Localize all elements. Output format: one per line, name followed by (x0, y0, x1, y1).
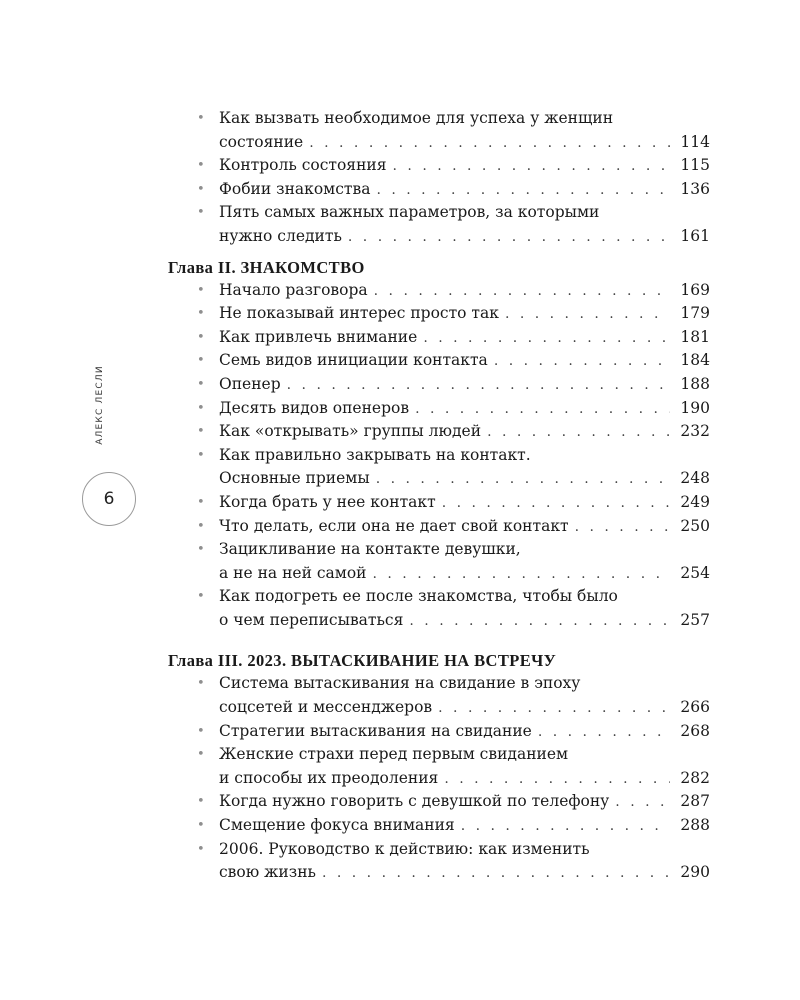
toc-page-number: 248 (680, 469, 710, 488)
bullet-icon: • (197, 205, 205, 221)
dot-leader (287, 374, 670, 398)
dot-leader (309, 132, 670, 156)
dot-leader (376, 179, 670, 203)
toc-entry[interactable] (168, 397, 710, 421)
dot-leader (415, 398, 670, 422)
toc-entry-title: соцсетей и мессенджеров (219, 698, 433, 717)
toc-entry-title: Смещение фокуса внимания (219, 816, 455, 835)
bullet-icon: • (197, 282, 205, 298)
toc-entry-title: состояние (219, 132, 304, 151)
bullet-icon: • (197, 353, 205, 369)
toc-entry[interactable] (168, 154, 710, 178)
toc-page-number: 136 (680, 179, 710, 198)
bullet-icon: • (197, 494, 205, 510)
bullet-icon: • (197, 676, 205, 692)
toc-page-number: 250 (680, 516, 710, 535)
toc-entry[interactable] (168, 373, 710, 397)
dot-leader (376, 468, 670, 492)
toc-section (168, 107, 710, 249)
bullet-icon: • (197, 376, 205, 392)
toc-entry-title: Фобии знакомства (219, 179, 371, 198)
dot-leader (409, 610, 670, 634)
toc-page-number: 169 (680, 280, 710, 299)
toc-entry-title: а не на ней самой (219, 563, 367, 582)
toc-entry-title: Не показывай интерес просто так (219, 304, 499, 323)
dot-leader (487, 421, 670, 445)
dot-leader (494, 350, 670, 374)
toc-entry[interactable] (168, 585, 710, 632)
toc-entry-line (219, 107, 710, 131)
dot-leader (538, 721, 670, 745)
toc-entry-title: Пять самых важных параметров, за которыми (219, 203, 600, 222)
bullet-icon: • (197, 400, 205, 416)
dot-leader (438, 697, 670, 721)
toc-entry-line (219, 838, 710, 862)
dot-leader (393, 155, 670, 179)
toc-entry-title: Опенер (219, 374, 281, 393)
toc-entry[interactable] (168, 720, 710, 744)
bullet-icon: • (197, 447, 205, 463)
toc-page-number: 161 (680, 226, 710, 245)
toc-entry-leader-line (219, 790, 710, 814)
toc-entry-title: Основные приемы (219, 469, 370, 488)
toc-entry-leader-line (219, 861, 710, 885)
toc-entry-title: Женские страхи перед первым свиданием (219, 745, 569, 764)
toc-entry[interactable] (168, 326, 710, 350)
toc-page-number: 184 (680, 351, 710, 370)
bullet-icon: • (197, 518, 205, 534)
toc-entry-leader-line (219, 515, 710, 539)
toc-entry-leader-line (219, 302, 710, 326)
toc-entry-title: Как вызвать необходимое для успеха у женщин (219, 109, 614, 127)
bullet-icon: • (197, 424, 205, 440)
bullet-icon: • (197, 747, 205, 763)
dot-leader (373, 563, 671, 587)
toc-entry[interactable] (168, 538, 710, 585)
bullet-icon: • (197, 306, 205, 322)
toc-section (168, 257, 710, 633)
toc-entry-title: 2006. Руководство к действию: как изменить (219, 839, 590, 858)
page-number-badge (82, 472, 136, 526)
bullet-icon: • (197, 818, 205, 834)
toc-entry-title: Начало разговора (219, 280, 368, 299)
toc-entry-title: и способы их преодоления (219, 768, 439, 787)
toc-entry[interactable] (168, 515, 710, 539)
toc-entry-title: Как подогреть ее после знакомства, чтобы было (219, 587, 618, 606)
toc-entry-leader-line (219, 420, 710, 444)
toc-entry-leader-line (219, 131, 710, 155)
toc-page-number: 282 (680, 768, 710, 787)
toc-entry[interactable] (168, 790, 710, 814)
dot-leader (615, 791, 670, 815)
toc-entry[interactable] (168, 743, 710, 790)
toc-entry-title: Десять видов опенеров (219, 398, 410, 417)
toc-page-number: 114 (680, 132, 710, 151)
toc-entry-title: свою жизнь (219, 863, 316, 882)
toc-entry-leader-line (219, 154, 710, 178)
dot-leader (575, 516, 670, 540)
toc-page-number: 266 (680, 698, 710, 717)
dot-leader (442, 492, 670, 516)
toc-entry-leader-line (219, 349, 710, 373)
dot-leader (444, 768, 670, 792)
toc-entry-title: Как «открывать» группы людей (219, 422, 482, 441)
toc-entry[interactable] (168, 178, 710, 202)
toc-page-number: 268 (680, 721, 710, 740)
bullet-icon: • (197, 111, 205, 126)
toc-page-number: 190 (680, 398, 710, 417)
table-of-contents (168, 107, 710, 885)
toc-entry-title: Зацикливание на контакте девушки, (219, 540, 521, 559)
toc-entry-title: Контроль состояния (219, 156, 387, 175)
toc-entry[interactable] (168, 491, 710, 515)
toc-page-number: 181 (680, 327, 710, 346)
toc-page-number: 249 (680, 492, 710, 511)
toc-entry-title: Как привлечь внимание (219, 327, 418, 346)
toc-entry-title: Когда нужно говорить с девушкой по телефону (219, 792, 610, 811)
toc-entry-leader-line (219, 609, 710, 633)
bullet-icon: • (197, 723, 205, 739)
toc-page-number: 188 (680, 374, 710, 393)
dot-leader (423, 327, 670, 351)
dot-leader (374, 280, 670, 304)
dot-leader (348, 226, 670, 250)
toc-entry-leader-line (219, 467, 710, 491)
page-number: 6 (103, 489, 115, 509)
toc-entry-leader-line (219, 326, 710, 350)
toc-entry[interactable] (168, 279, 710, 303)
running-head-author: АЛЕКС ЛЕСЛИ (95, 365, 105, 445)
toc-entry-leader-line (219, 767, 710, 791)
toc-entry-leader-line (219, 279, 710, 303)
toc-entry-title: нужно следить (219, 226, 342, 245)
toc-entry-title: Семь видов инициации контакта (219, 351, 488, 370)
toc-entry-title: о чем переписываться (219, 610, 404, 629)
toc-entry-line (219, 201, 710, 225)
toc-entry[interactable] (168, 838, 710, 885)
toc-entry-title: Когда брать у нее контакт (219, 492, 436, 511)
toc-section (168, 650, 710, 884)
toc-entry-leader-line (219, 225, 710, 249)
dot-leader (461, 815, 670, 839)
bullet-icon: • (197, 181, 205, 197)
toc-entry-leader-line (219, 178, 710, 202)
toc-entry-leader-line (219, 562, 710, 586)
toc-page-number: 257 (680, 610, 710, 629)
bullet-icon: • (197, 841, 205, 857)
toc-entry-leader-line (219, 491, 710, 515)
toc-page-number: 288 (680, 816, 710, 835)
toc-entry-line (219, 538, 710, 562)
toc-entry[interactable] (168, 420, 710, 444)
toc-entry-line (219, 672, 710, 696)
toc-page-number: 254 (680, 563, 710, 582)
bullet-icon: • (197, 794, 205, 810)
toc-page-number: 290 (680, 863, 710, 882)
toc-entry-line (219, 444, 710, 468)
toc-page-number: 179 (680, 304, 710, 323)
bullet-icon: • (197, 158, 205, 174)
toc-entry[interactable] (168, 349, 710, 373)
toc-page-number: 287 (680, 792, 710, 811)
toc-entry[interactable] (168, 201, 710, 248)
toc-entry-leader-line (219, 720, 710, 744)
toc-entry-leader-line (219, 696, 710, 720)
toc-page-number: 232 (680, 422, 710, 441)
toc-entry-leader-line (219, 373, 710, 397)
toc-page-number: 115 (680, 156, 710, 175)
bullet-icon: • (197, 542, 205, 558)
toc-entry-line (219, 585, 710, 609)
toc-entry-line (219, 743, 710, 767)
toc-entry-title: Стратегии вытаскивания на свидание (219, 721, 532, 740)
dot-leader (505, 303, 670, 327)
toc-entry[interactable] (168, 444, 710, 491)
toc-entry-leader-line (219, 814, 710, 838)
chapter-heading: Глава II. ЗНАКОМСТВО (168, 257, 365, 277)
toc-entry-title: Система вытаскивания на свидание в эпоху (219, 674, 581, 693)
toc-entry[interactable] (168, 107, 710, 154)
toc-entry[interactable] (168, 814, 710, 838)
toc-entry-title: Что делать, если она не дает свой контакт (219, 516, 569, 535)
toc-entry[interactable] (168, 302, 710, 326)
toc-entry[interactable] (168, 672, 710, 719)
bullet-icon: • (197, 589, 205, 605)
toc-entry-leader-line (219, 397, 710, 421)
chapter-heading: Глава III. 2023. ВЫТАСКИВАНИЕ НА ВСТРЕЧУ (168, 651, 557, 671)
toc-entry-title: Как правильно закрывать на контакт. (219, 445, 531, 464)
dot-leader (322, 862, 670, 886)
bullet-icon: • (197, 329, 205, 345)
